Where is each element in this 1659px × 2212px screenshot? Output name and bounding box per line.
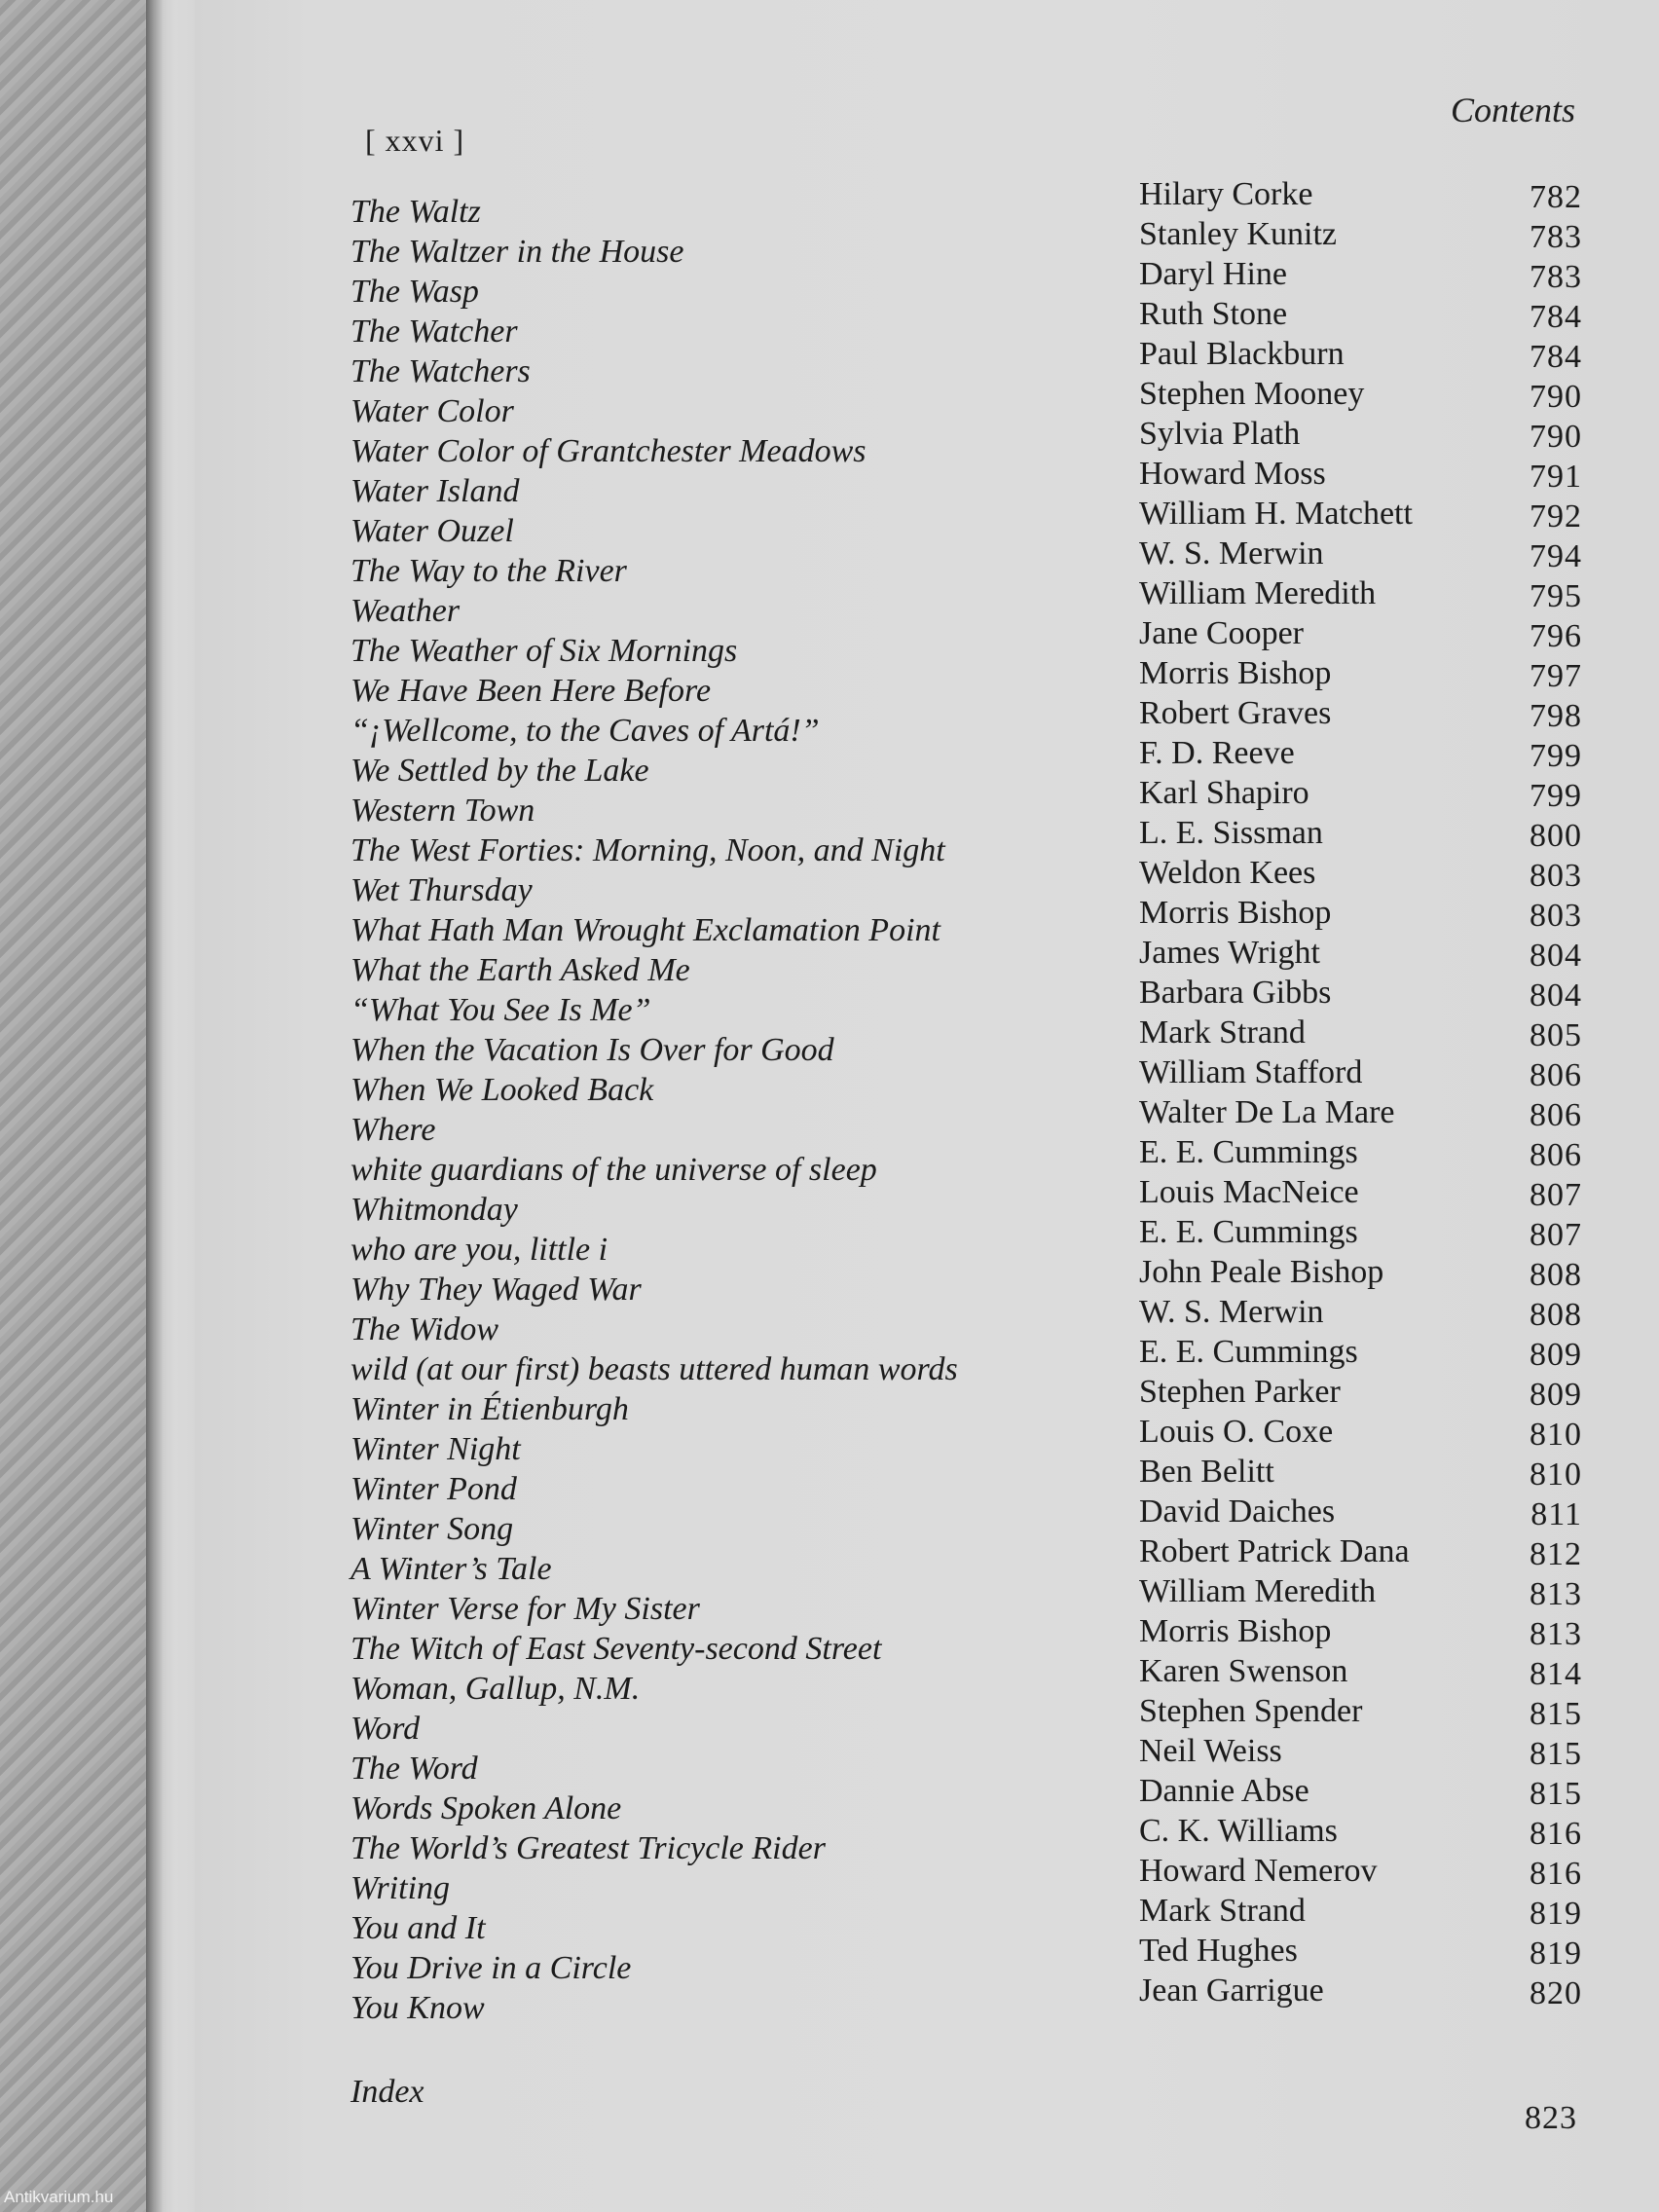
toc-row bbox=[350, 1014, 1587, 1070]
toc-row bbox=[350, 1334, 1587, 1389]
toc-row bbox=[350, 735, 1587, 791]
toc-entry-author: David Daiches bbox=[1139, 1493, 1336, 1530]
toc-entry-author: Daryl Hine bbox=[1139, 256, 1288, 292]
toc-row bbox=[350, 1174, 1587, 1230]
toc-row bbox=[350, 935, 1587, 990]
toc-entry-title: We Have Been Here Before bbox=[350, 673, 712, 709]
toc-row bbox=[350, 815, 1587, 870]
toc-entry-author: Hilary Corke bbox=[1139, 176, 1313, 212]
toc-entry-page: 799 bbox=[1530, 738, 1582, 774]
toc-entry-author: Robert Patrick Dana bbox=[1139, 1533, 1410, 1569]
toc-entry-author: William Stafford bbox=[1139, 1054, 1363, 1090]
toc-row bbox=[350, 975, 1587, 1030]
toc-entry-page: 806 bbox=[1530, 1097, 1582, 1133]
toc-entry-page: 806 bbox=[1530, 1057, 1582, 1093]
toc-entry-page: 819 bbox=[1530, 1936, 1582, 1972]
toc-entry-author: Barbara Gibbs bbox=[1139, 975, 1332, 1011]
toc-entry-title: Western Town bbox=[350, 793, 535, 829]
toc-entry-title: Water Ouzel bbox=[350, 513, 514, 549]
toc-entry-title: When We Looked Back bbox=[350, 1072, 654, 1108]
toc-entry-title: The Waltzer in the House bbox=[350, 234, 684, 270]
toc-row bbox=[350, 775, 1587, 830]
toc-row bbox=[350, 615, 1587, 671]
toc-entry-title: “¡Wellcome, to the Caves of Artá!” bbox=[350, 713, 820, 749]
toc-entry-title: The Waltz bbox=[350, 194, 481, 230]
toc-row bbox=[350, 1294, 1587, 1349]
toc-entry-title: The Weather of Six Mornings bbox=[350, 633, 738, 669]
toc-entry-page: 791 bbox=[1530, 459, 1582, 495]
toc-entry-author: F. D. Reeve bbox=[1139, 735, 1295, 771]
toc-entry-author: Sylvia Plath bbox=[1139, 416, 1301, 452]
toc-entry-page: 800 bbox=[1530, 818, 1582, 854]
toc-entry-author: Weldon Kees bbox=[1139, 855, 1316, 891]
toc-entry-title: When the Vacation Is Over for Good bbox=[350, 1032, 834, 1068]
toc-row bbox=[350, 1853, 1587, 1908]
toc-row bbox=[350, 336, 1587, 391]
toc-row bbox=[350, 1573, 1587, 1629]
toc-entry-title: What the Earth Asked Me bbox=[350, 952, 690, 988]
toc-entry-page: 816 bbox=[1530, 1856, 1582, 1892]
toc-entry-title: The Widow bbox=[350, 1311, 499, 1347]
toc-entry-author: E. E. Cummings bbox=[1139, 1214, 1358, 1250]
toc-row bbox=[350, 416, 1587, 471]
toc-entry-author: E. E. Cummings bbox=[1139, 1334, 1358, 1370]
toc-row bbox=[350, 1533, 1587, 1589]
toc-entry-title: Water Island bbox=[350, 473, 520, 509]
toc-entry-page: 812 bbox=[1530, 1536, 1582, 1572]
toc-entry-page: 816 bbox=[1530, 1816, 1582, 1852]
toc-entry-author: C. K. Williams bbox=[1139, 1813, 1338, 1849]
toc-entry-author: Robert Graves bbox=[1139, 695, 1332, 731]
toc-entry-title: wild (at our first) beasts uttered human words bbox=[350, 1351, 958, 1387]
toc-entry-page: 804 bbox=[1530, 977, 1582, 1014]
toc-row bbox=[350, 1653, 1587, 1709]
toc-entry-page: 809 bbox=[1530, 1337, 1582, 1373]
toc-entry-title: Weather bbox=[350, 593, 461, 629]
toc-entry-page: 798 bbox=[1530, 698, 1582, 734]
toc-entry-title: Where bbox=[350, 1112, 436, 1148]
toc-entry-page: 806 bbox=[1530, 1137, 1582, 1173]
toc-entry-author: Howard Nemerov bbox=[1139, 1853, 1378, 1889]
toc-entry-page: 808 bbox=[1530, 1257, 1582, 1293]
toc-entry-title: Winter Pond bbox=[350, 1471, 517, 1507]
toc-entry-page: 807 bbox=[1530, 1177, 1582, 1213]
toc-row bbox=[350, 1094, 1587, 1150]
toc-entry-title: The West Forties: Morning, Noon, and Night bbox=[350, 832, 945, 868]
toc-entry-title: You Drive in a Circle bbox=[350, 1950, 632, 1986]
toc-row bbox=[350, 1893, 1587, 1948]
toc-entry-page: 815 bbox=[1530, 1776, 1582, 1812]
toc-entry-title: What Hath Man Wrought Exclamation Point bbox=[350, 912, 940, 948]
toc-row bbox=[350, 376, 1587, 431]
toc-entry-title: Word bbox=[350, 1711, 421, 1747]
toc-entry-page: 813 bbox=[1530, 1576, 1582, 1612]
toc-row bbox=[350, 895, 1587, 950]
toc-row bbox=[350, 1933, 1587, 1988]
toc-entry-title: The Wasp bbox=[350, 274, 479, 310]
toc-entry-title: We Settled by the Lake bbox=[350, 753, 649, 789]
toc-entry-author: Stephen Spender bbox=[1139, 1693, 1363, 1729]
toc-entry-page: 795 bbox=[1530, 578, 1582, 614]
toc-entry-page: 799 bbox=[1530, 778, 1582, 814]
toc-entry-page: 815 bbox=[1530, 1696, 1582, 1732]
toc-entry-page: 810 bbox=[1530, 1456, 1582, 1493]
toc-entry-author: Neil Weiss bbox=[1139, 1733, 1282, 1769]
toc-entry-page: 807 bbox=[1530, 1217, 1582, 1253]
toc-entry-page: 782 bbox=[1530, 179, 1582, 215]
toc-entry-title: You and It bbox=[350, 1910, 486, 1946]
toc-entry-title: white guardians of the universe of sleep bbox=[350, 1152, 877, 1188]
toc-entry-title: The Word bbox=[350, 1751, 478, 1787]
index-page-number: 823 bbox=[1525, 2100, 1577, 2136]
toc-row bbox=[350, 256, 1587, 312]
toc-entry-page: 790 bbox=[1530, 419, 1582, 455]
toc-entry-author: Louis MacNeice bbox=[1139, 1174, 1359, 1210]
toc-entry-author: John Peale Bishop bbox=[1139, 1254, 1384, 1290]
toc-row bbox=[350, 535, 1587, 591]
toc-entry-author: Louis O. Coxe bbox=[1139, 1414, 1334, 1450]
toc-entry-title: The Way to the River bbox=[350, 553, 627, 589]
toc-entry-page: 796 bbox=[1530, 618, 1582, 654]
toc-entry-page: 808 bbox=[1530, 1297, 1582, 1333]
toc-entry-title: The Witch of East Seventy-second Street bbox=[350, 1631, 882, 1667]
toc-entry-page: 819 bbox=[1530, 1896, 1582, 1932]
toc-row bbox=[350, 1454, 1587, 1509]
toc-entry-page: 811 bbox=[1530, 1496, 1582, 1532]
toc-entry-title: Water Color bbox=[350, 393, 514, 429]
toc-entry-title: Winter in Étienburgh bbox=[350, 1391, 629, 1427]
toc-entry-page: 803 bbox=[1530, 858, 1582, 894]
toc-row bbox=[350, 1214, 1587, 1270]
toc-entry-author: Walter De La Mare bbox=[1139, 1094, 1395, 1130]
toc-entry-page: 815 bbox=[1530, 1736, 1582, 1772]
toc-row bbox=[350, 1374, 1587, 1429]
toc-row bbox=[350, 855, 1587, 910]
toc-entry-page: 784 bbox=[1530, 339, 1582, 375]
index-title: Index bbox=[350, 2074, 424, 2110]
toc-entry-title: Wet Thursday bbox=[350, 872, 533, 908]
toc-row bbox=[350, 1972, 1587, 2028]
toc-entry-author: Morris Bishop bbox=[1139, 895, 1332, 931]
toc-entry-author: Ted Hughes bbox=[1139, 1933, 1298, 1969]
background-surface bbox=[0, 0, 170, 2212]
toc-entry-page: 814 bbox=[1530, 1656, 1582, 1692]
toc-row bbox=[350, 655, 1587, 711]
toc-entry-title: who are you, little i bbox=[350, 1232, 608, 1268]
toc-entry-title: Writing bbox=[350, 1870, 451, 1906]
toc-entry-author: Stephen Parker bbox=[1139, 1374, 1341, 1410]
toc-entry-page: 790 bbox=[1530, 379, 1582, 415]
watermark: Antikvarium.hu bbox=[4, 2188, 114, 2206]
toc-entry-author: Howard Moss bbox=[1139, 456, 1326, 492]
toc-entry-page: 805 bbox=[1530, 1017, 1582, 1053]
running-header: Contents bbox=[1450, 91, 1575, 129]
toc-entry-author: Mark Strand bbox=[1139, 1014, 1306, 1051]
toc-entry-author: Stephen Mooney bbox=[1139, 376, 1365, 412]
toc-row bbox=[350, 1054, 1587, 1110]
toc-entry-title: The Watcher bbox=[350, 313, 518, 350]
toc-entry-page: 803 bbox=[1530, 898, 1582, 934]
toc-entry-title: Woman, Gallup, N.M. bbox=[350, 1671, 641, 1707]
toc-entry-author: Karen Swenson bbox=[1139, 1653, 1348, 1689]
toc-row bbox=[350, 1773, 1587, 1828]
toc-entry-author: Jean Garrigue bbox=[1139, 1972, 1324, 2009]
toc-row bbox=[350, 1254, 1587, 1309]
toc-entry-author: Karl Shapiro bbox=[1139, 775, 1309, 811]
toc-entry-page: 813 bbox=[1530, 1616, 1582, 1652]
toc-entry-author: Ben Belitt bbox=[1139, 1454, 1274, 1490]
toc-row bbox=[350, 496, 1587, 551]
toc-row bbox=[350, 1733, 1587, 1788]
toc-entry-author: James Wright bbox=[1139, 935, 1320, 971]
toc-row bbox=[350, 296, 1587, 351]
toc-entry-title: Winter Verse for My Sister bbox=[350, 1591, 700, 1627]
toc-entry-page: 783 bbox=[1530, 259, 1582, 295]
toc-row bbox=[350, 575, 1587, 631]
toc-entry-page: 820 bbox=[1530, 1975, 1582, 2011]
toc-entry-author: Jane Cooper bbox=[1139, 615, 1305, 651]
toc-entry-author: Morris Bishop bbox=[1139, 1613, 1332, 1649]
toc-entry-author: Ruth Stone bbox=[1139, 296, 1288, 332]
toc-entry-author: E. E. Cummings bbox=[1139, 1134, 1358, 1170]
toc-entry-author: Dannie Abse bbox=[1139, 1773, 1309, 1809]
toc-entry-page: 797 bbox=[1530, 658, 1582, 694]
toc-entry-author: William Meredith bbox=[1139, 575, 1377, 611]
toc-entry-title: Why They Waged War bbox=[350, 1272, 642, 1308]
page-number: [ xxvi ] bbox=[365, 123, 465, 158]
toc-entry-title: You Know bbox=[350, 1990, 485, 2026]
toc-entry-page: 794 bbox=[1530, 538, 1582, 574]
toc-entry-title: Winter Song bbox=[350, 1511, 514, 1547]
toc-entry-page: 810 bbox=[1530, 1417, 1582, 1453]
toc-entry-author: William H. Matchett bbox=[1139, 496, 1413, 532]
toc-row bbox=[350, 1613, 1587, 1669]
toc-entry-author: Morris Bishop bbox=[1139, 655, 1332, 691]
toc-entry-page: 784 bbox=[1530, 299, 1582, 335]
toc-row bbox=[350, 1414, 1587, 1469]
toc-entry-title: Words Spoken Alone bbox=[350, 1790, 622, 1826]
toc-entry-title: Water Color of Grantchester Meadows bbox=[350, 433, 866, 469]
toc-entry-page: 783 bbox=[1530, 219, 1582, 255]
toc-entry-author: L. E. Sissman bbox=[1139, 815, 1323, 851]
toc-entry-author: Stanley Kunitz bbox=[1139, 216, 1338, 252]
table-of-contents bbox=[350, 176, 1587, 2028]
toc-entry-page: 804 bbox=[1530, 938, 1582, 974]
toc-row bbox=[350, 216, 1587, 272]
toc-entry-title: Winter Night bbox=[350, 1431, 521, 1467]
toc-row bbox=[350, 1813, 1587, 1868]
toc-entry-title: Whitmonday bbox=[350, 1192, 518, 1228]
toc-row bbox=[350, 176, 1587, 232]
toc-entry-author: William Meredith bbox=[1139, 1573, 1377, 1609]
toc-entry-page: 809 bbox=[1530, 1377, 1582, 1413]
toc-entry-title: “What You See Is Me” bbox=[350, 992, 651, 1028]
toc-row bbox=[350, 695, 1587, 751]
toc-row bbox=[350, 1134, 1587, 1190]
toc-entry-title: The Watchers bbox=[350, 353, 531, 389]
toc-entry-page: 792 bbox=[1530, 498, 1582, 535]
toc-entry-title: The World’s Greatest Tricycle Rider bbox=[350, 1830, 826, 1866]
toc-entry-author: W. S. Merwin bbox=[1139, 1294, 1324, 1330]
toc-entry-author: W. S. Merwin bbox=[1139, 535, 1324, 571]
toc-entry-author: Paul Blackburn bbox=[1139, 336, 1345, 372]
toc-entry-title: A Winter’s Tale bbox=[350, 1551, 552, 1587]
toc-entry-author: Mark Strand bbox=[1139, 1893, 1306, 1929]
toc-row bbox=[350, 1693, 1587, 1749]
